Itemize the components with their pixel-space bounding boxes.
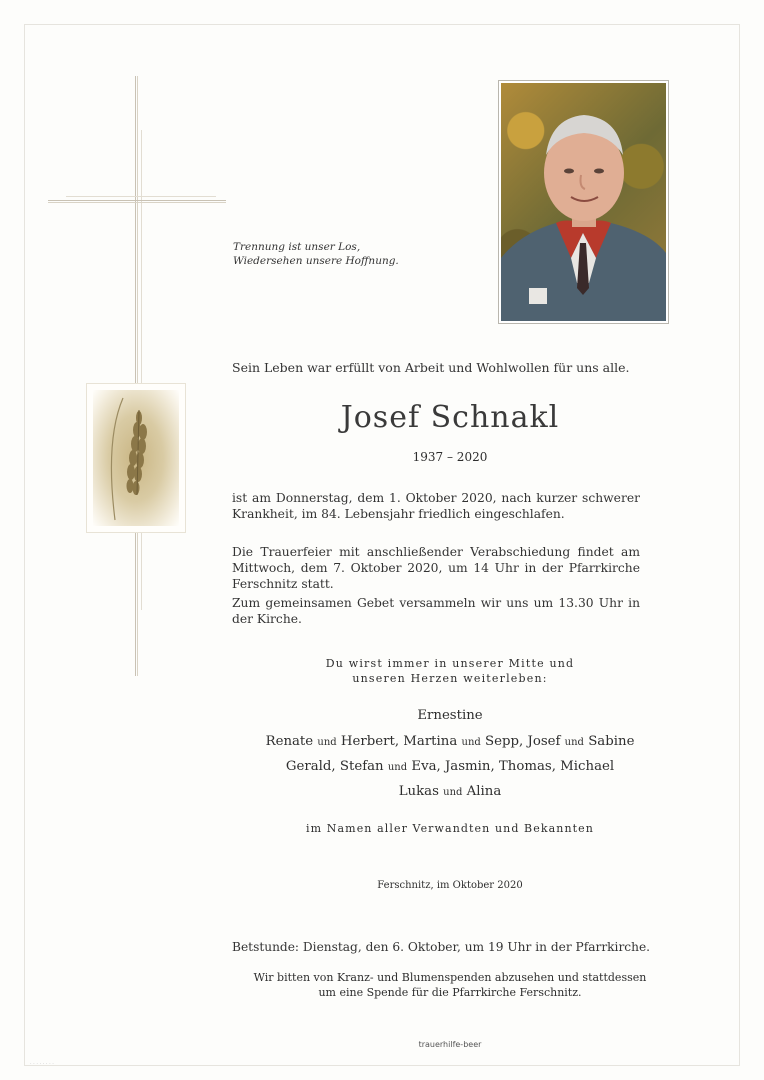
death-notice: ist am Donnerstag, dem 1. Oktober 2020, nach kurzer schwerer Krankheit, im 84. Lebensjahr friedlich eingeschlafen. [232,491,640,521]
quote-line-1: Trennung ist unser Los, [233,241,361,253]
family-name: Gerald, Stefan [285,759,384,774]
wheat-image [86,383,186,533]
family-name: Ernestine [417,708,483,723]
motto-line-1: Du wirst immer in unserer Mitte und [325,657,575,670]
family-name: Sepp, Josef [485,734,561,749]
cross-horizontal-line [66,196,216,197]
wheat-ear [93,390,179,526]
family-und: und [317,737,337,748]
cross-horizontal-bar [48,200,226,203]
donation-request-line-1: Wir bitten von Kranz- und Blumenspenden abzusehen und stattdessen [253,971,647,984]
donation-request [230,970,670,1000]
family-name: Eva, Jasmin, Thomas, Michael [411,759,615,774]
family-row-2 [230,734,670,749]
quote-line-2: Wiedersehen unsere Hoffnung. [233,255,399,267]
life-years: 1937 – 2020 [412,450,488,464]
family-row-3 [230,759,670,774]
portrait-photo [498,80,669,324]
corner-mark: · · · · · · · · [30,1061,54,1067]
quote [233,240,399,268]
family-row-4 [230,784,670,799]
place-date: Ferschnitz, im Oktober 2020 [377,880,523,891]
cross-vertical-bar [135,76,138,676]
motto [230,656,670,686]
family-row-1 [230,708,670,723]
family-und: und [461,737,481,748]
prayer-info: Zum gemeinsamen Gebet versammeln wir uns um 13.30 Uhr in der Kirche. [232,596,640,626]
family-name: Herbert, Martina [340,734,458,749]
on-behalf-text: im Namen aller Verwandten und Bekannten [306,822,594,835]
family-name: Sabine [588,734,635,749]
family-name: Lukas [398,784,439,799]
imprint: trauerhilfe-beer [418,1040,482,1049]
portrait-figure [501,83,666,321]
funeral-info: Die Trauerfeier mit anschließender Verabschiedung findet am Mittwoch, dem 7. Oktober 2020, um 14 Uhr in der Pfarrkirche Ferschnitz statt. [232,545,640,591]
family-und: und [443,787,463,798]
family-und: und [387,762,408,773]
portrait-image [501,83,666,321]
motto-line-2: unseren Herzen weiterleben: [352,672,548,685]
wake-info: Betstunde: Dienstag, den 6. Oktober, um 19 Uhr in der Pfarrkirche. [232,940,651,954]
family-name: Alina [466,784,502,799]
donation-request-line-2: um eine Spende für die Pfarrkirche Ferschnitz. [318,986,582,999]
family-und: und [564,737,584,748]
family-name: Renate [265,734,314,749]
deceased-name: Josef Schnakl [340,400,560,435]
intro-text: Sein Leben war erfüllt von Arbeit und Wohlwollen für uns alle. [232,360,630,375]
